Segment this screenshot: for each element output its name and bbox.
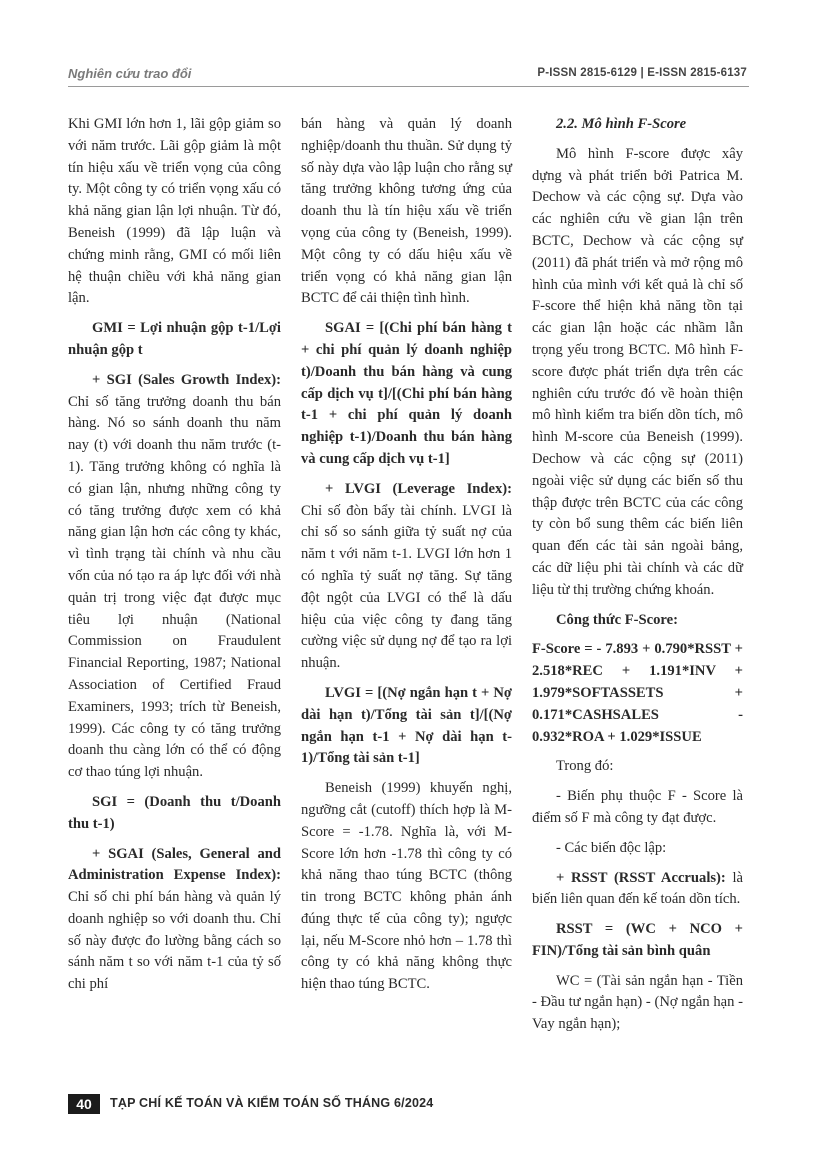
header-divider <box>68 86 749 87</box>
paragraph: - Biến phụ thuộc F - Score là điểm số F mà công ty đạt được. <box>532 788 743 826</box>
paragraph: bán hàng và quản lý doanh nghiệp/doanh thu thuần. Sử dụng tỷ số này dựa vào lập luận cho rằng sự tăng trưởng không tương ứng của doanh thu là tín hiệu xấu về triển vọng của công ty (Beneish, 1999). Một công ty có dấu hiệu xấu về triển vọng có khả năng gian lận BCTC để cải thiện tình hình. <box>301 116 512 307</box>
paragraph-text: Chỉ số chi phí bán hàng và quản lý doanh nghiệp so với doanh thu. Chỉ số này được đo lường bằng cách so sánh năm t so với năm t-1 của tỷ số chi phí <box>68 889 281 993</box>
formula-sgai: SGAI = [(Chi phí bán hàng t + chi phí quản lý doanh nghiệp t)/Doanh thu bán hàng và cung cấp dịch vụ t]/[(Chi phí bán hàng t-1 + chi phí quản lý doanh nghiệp t-1)/Doanh thu bán hàng và cung cấp dịch vụ t-1] <box>301 320 512 467</box>
paragraph: Beneish (1999) khuyến nghị, ngưỡng cắt (cutoff) thích hợp là M-Score = -1.78. Nghĩa là, với M-Score lớn hơn -1.78 thì công ty có khả năng thao túng BCTC (thông tin trong BCTC không phản ánh đúng thực tế của công ty); ngược lại, nếu M-Score nhỏ hơn – 1.78 thì công ty có khả năng không thực hiện thao túng BCTC. <box>301 780 512 993</box>
formula-gmi: GMI = Lợi nhuận gộp t-1/Lợi nhuận gộp t <box>68 320 281 358</box>
column-1 <box>68 114 281 996</box>
paragraph <box>301 479 512 675</box>
paragraph <box>68 370 281 784</box>
term-sgai: + SGAI (Sales, General and Administration Expense Index): <box>68 845 281 884</box>
paragraph: Mô hình F-score được xây dựng và phát triển bởi Patrica M. Dechow và các cộng sự. Dựa vào các nghiên cứu về gian lận trên BCTC, Dechow và các cộng sự (2011) đã phát triển và mở rộng mô hình của mình với kết quả là chỉ số F-score thể hiện khả năng tồn tại các gian lận hoặc các nhầm lẫn trọng yếu trong BCTC. Mô hình F-score được phát triển dựa trên các nghiên cứu trước đó về hoàn thiện mô hình kiểm tra biến dồn tích, mô hình M-score của Beneish (1999). Dechow và các cộng sự (2011) ngoài việc sử dụng các biến số thu thập được trên BCTC của các công ty còn bổ sung thêm các biến liên quan đến các tài sản ngoài bảng, các dữ liệu phi tài chính và các dữ liệu từ thị trường chứng khoán. <box>532 145 743 598</box>
paragraph: WC = (Tài sản ngắn hạn - Tiền - Đầu tư ngắn hạn) - (Nợ ngắn hạn - Vay ngắn hạn); <box>532 972 743 1033</box>
term-rsst: + RSST (RSST Accruals): <box>556 869 726 886</box>
formula-sgi: SGI = (Doanh thu t/Doanh thu t-1) <box>68 793 281 832</box>
term-lvgi: + LVGI (Leverage Index): <box>325 480 512 497</box>
paragraph <box>68 844 281 997</box>
page-number: 40 <box>68 1094 100 1114</box>
paragraph-text: Chỉ số tăng trưởng doanh thu bán hàng. Nó so sánh doanh thu năm nay (t) với doanh thu năm trước (t-1). Tăng trưởng không có nghĩa là có gian lận, nhưng những công ty có tăng trưởng được xem có khả năng gian lận hơn các công ty khác, vì tình trạng tài chính và nhu cầu vốn của nó tạo ra áp lực đối với nhà quản trị trong việc đạt được mục tiêu lợi nhuận (National Commission on Fraudulent Financial Reporting, 1987; National Association of Certified Fraud Examiners, 1993; trích từ Beneish, 1999). Các công ty có tăng trưởng doanh thu càng lớn có thể có động cơ thao túng lợi nhuận. <box>68 393 281 781</box>
paragraph: Trong đó: <box>556 758 614 775</box>
column-2 <box>301 114 512 996</box>
paragraph: - Các biến độc lập: <box>556 839 667 856</box>
paragraph-text: Chỉ số đòn bẩy tài chính. LVGI là chỉ số so sánh giữa tỷ suất nợ của năm t với năm t-1. LVGI lớn hơn 1 có nghĩa tỷ suất nợ tăng. Sự tăng đột ngột của LVGI có thể là dấu hiệu của việc công ty đang tăng cường việc sử dụng nợ để tạo ra lợi nhuận. <box>301 502 512 672</box>
formula-rsst: RSST = (WC + NCO + FIN)/Tổng tài sản bình quân <box>532 921 743 959</box>
paragraph: Khi GMI lớn hơn 1, lãi gộp giảm so với năm trước. Lãi gộp giảm là một tín hiệu xấu về triển vọng của công ty. Một công ty có triển vọng xấu có khả năng gian lận lợi nhuận. Từ đó, Beneish (1999) đã lập luận và chứng minh rằng, GMI có mối liên hệ thuận chiều với khả năng gian lận. <box>68 116 281 307</box>
column-3 <box>532 114 743 1036</box>
journal-title: TẠP CHÍ KẾ TOÁN VÀ KIỂM TOÁN SỐ THÁNG 6/2024 <box>110 1096 434 1110</box>
formula-fscore: F-Score = - 7.893 + 0.790*RSST + 2.518*REC + 1.191*INV + 1.979*SOFTASSETS + 0.171*CASHSALES - 0.932*ROA + 1.029*ISSUE <box>532 641 743 745</box>
formula-label: Công thức F-Score: <box>556 611 678 628</box>
term-sgi: + SGI (Sales Growth Index): <box>92 371 281 388</box>
paragraph <box>532 868 743 912</box>
formula-lvgi: LVGI = [(Nợ ngắn hạn t + Nợ dài hạn t)/Tổng tài sản t]/[(Nợ ngắn hạn t-1 + Nợ dài hạn t-1)/Tổng tài sản t-1] <box>301 684 512 767</box>
section-label: Nghiên cứu trao đổi <box>68 66 192 81</box>
paragraph-text: là biến liên quan đến kế toán dồn tích. <box>532 869 744 908</box>
issn-label: P-ISSN 2815-6129 | E-ISSN 2815-6137 <box>537 67 747 79</box>
subheading: 2.2. Mô hình F-Score <box>556 116 687 132</box>
